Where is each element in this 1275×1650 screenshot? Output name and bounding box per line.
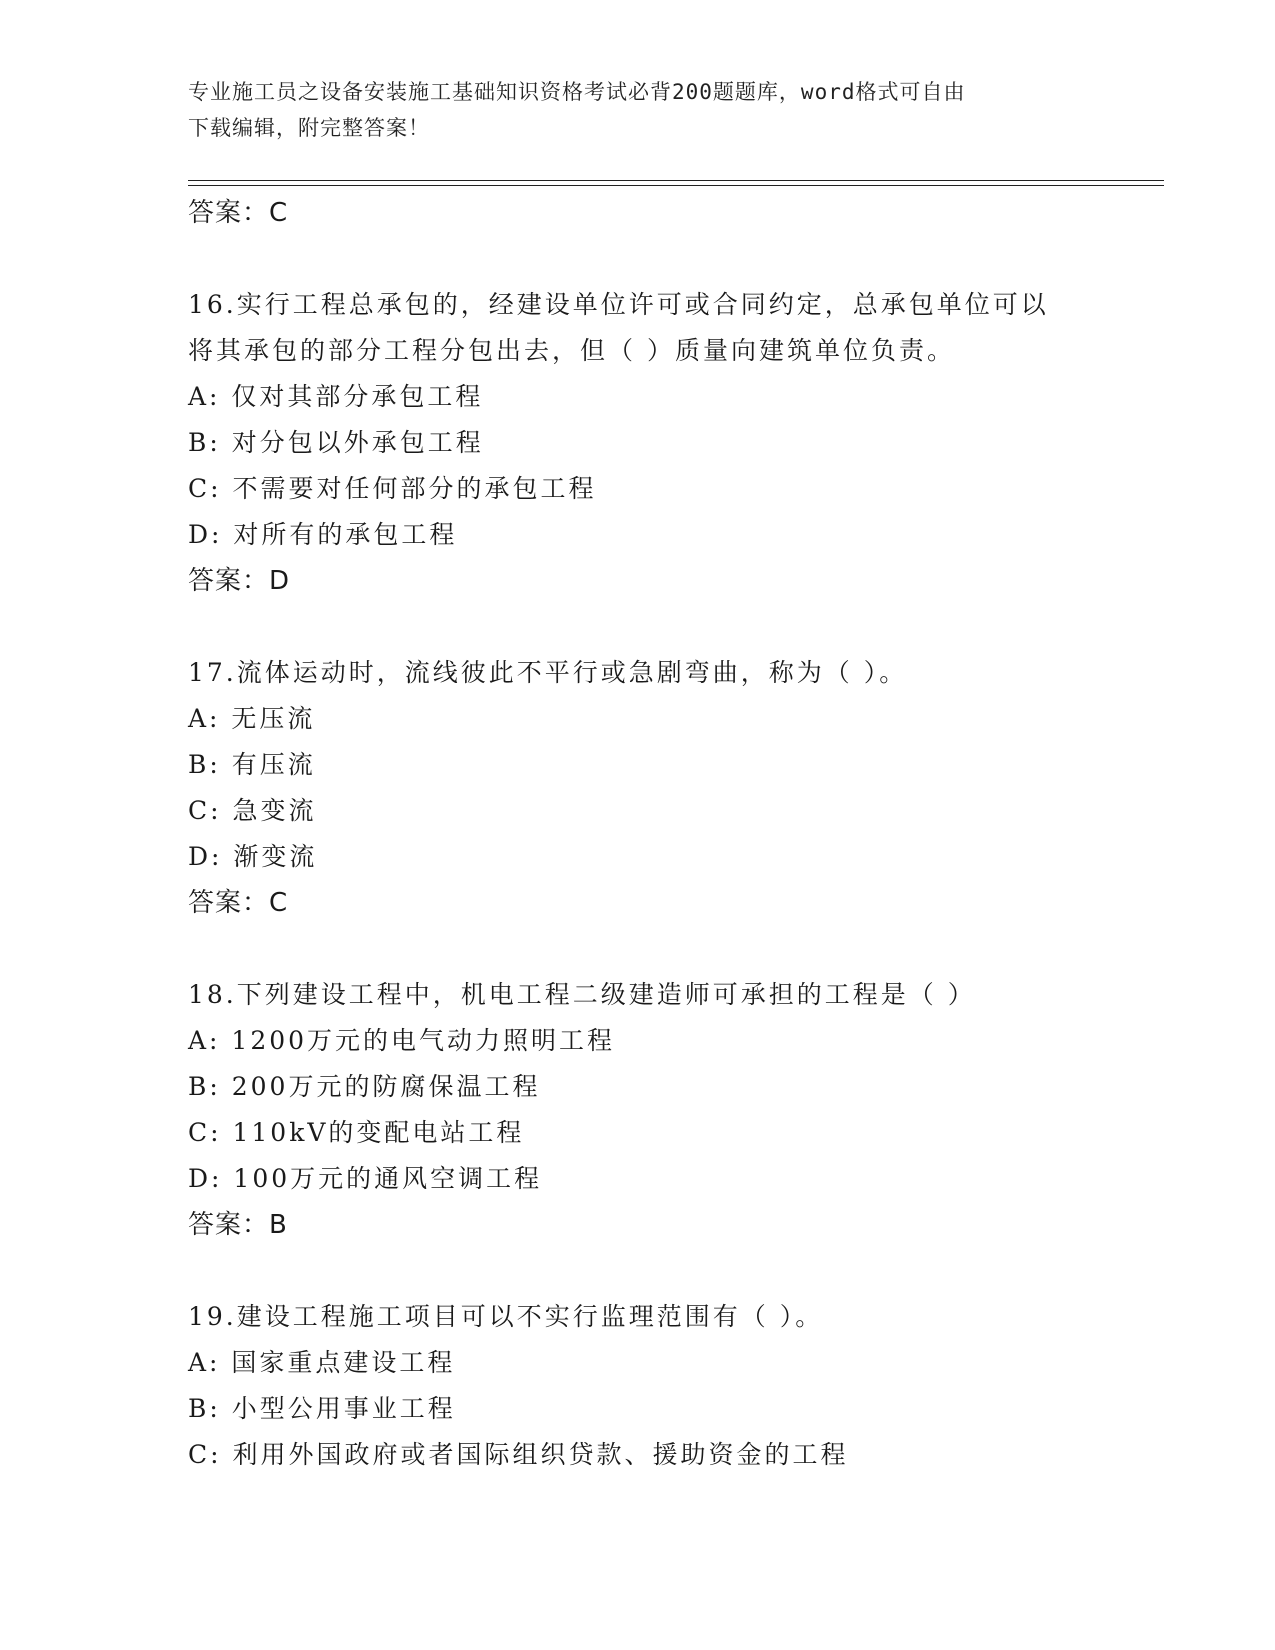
header-divider-bottom [188, 185, 1164, 186]
option-d: D: 渐变流 [188, 842, 318, 871]
option-b: B: 对分包以外承包工程 [188, 428, 484, 457]
header-line-1: 专业施工员之设备安装施工基础知识资格考试必背200题题库，word格式可自由 [188, 80, 966, 104]
option-c: C: 利用外国政府或者国际组织贷款、援助资金的工程 [188, 1440, 849, 1469]
header-line-2: 下载编辑，附完整答案！ [188, 116, 430, 140]
question-text: 16.实行工程总承包的，经建设单位许可或合同约定，总承包单位可以 [188, 290, 1049, 319]
document-header [188, 74, 1068, 146]
question-block [188, 650, 1138, 926]
previous-answer: 答案：C [188, 198, 289, 228]
option-c: C: 不需要对任何部分的承包工程 [188, 474, 597, 503]
question-text: 17.流体运动时，流线彼此不平行或急剧弯曲，称为（ ）。 [188, 658, 908, 687]
spacer [188, 236, 1138, 282]
option-a: A: 仅对其部分承包工程 [188, 382, 484, 411]
option-c: C: 110kV的变配电站工程 [188, 1118, 525, 1147]
answer: 答案：C [188, 888, 289, 918]
option-a: A: 国家重点建设工程 [188, 1348, 456, 1377]
answer: 答案：D [188, 566, 291, 596]
option-b: B: 有压流 [188, 750, 316, 779]
option-a: A: 1200万元的电气动力照明工程 [188, 1026, 616, 1055]
question-content [188, 190, 1138, 1478]
spacer [188, 604, 1138, 650]
option-c: C: 急变流 [188, 796, 317, 825]
question-block [188, 282, 1138, 604]
option-d: D: 100万元的通风空调工程 [188, 1164, 543, 1193]
header-divider-top [188, 180, 1164, 181]
spacer [188, 1248, 1138, 1294]
question-text: 19.建设工程施工项目可以不实行监理范围有（ ）。 [188, 1302, 824, 1331]
option-d: D: 对所有的承包工程 [188, 520, 458, 549]
question-text: 将其承包的部分工程分包出去，但（ ）质量向建筑单位负责。 [188, 336, 955, 365]
answer: 答案：B [188, 1210, 288, 1240]
spacer [188, 926, 1138, 972]
option-b: B: 200万元的防腐保温工程 [188, 1072, 541, 1101]
option-a: A: 无压流 [188, 704, 316, 733]
question-block [188, 972, 1138, 1248]
question-text: 18.下列建设工程中，机电工程二级建造师可承担的工程是（ ） [188, 980, 976, 1009]
option-b: B: 小型公用事业工程 [188, 1394, 456, 1423]
question-block [188, 1294, 1138, 1478]
